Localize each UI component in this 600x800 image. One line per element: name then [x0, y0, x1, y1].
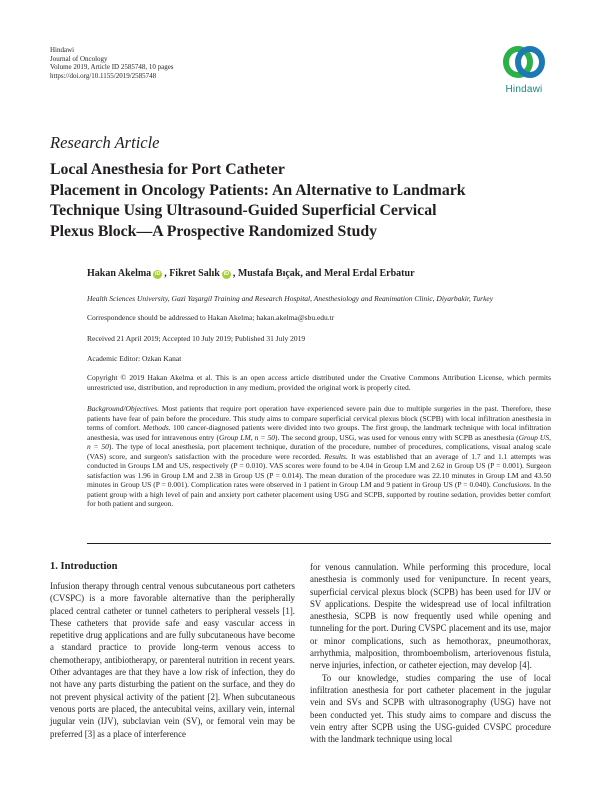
group-lm: Group LM, n = 50	[218, 432, 276, 442]
correspondence: Correspondence should be addressed to Hakan Akelma; hakan.akelma@sbu.edu.tr	[87, 313, 335, 322]
article-dates: Received 21 April 2019; Accepted 10 July 2019; Published 31 July 2019	[87, 334, 306, 343]
group-us: Group US, n = 50	[87, 432, 551, 451]
abstract-text: Most patients that require port operation have experienced severe pain due to multiple surgeries in the past. Therefore, these patients have fear of pain before the procedure. This study aims to compare superficial cervical plexus block (SCPB) with local infiltration anesthesia in terms of comfort.	[87, 404, 551, 432]
academic-editor: Academic Editor: Ozkan Kanat	[87, 354, 182, 363]
article-type: Research Article	[50, 133, 160, 152]
section-divider	[87, 543, 551, 544]
author-name: Mustafa Bıçak	[237, 268, 301, 279]
abstract	[87, 404, 551, 509]
title-line: Placement in Oncology Patients: An Alternative to Landmark	[50, 181, 466, 199]
article-title	[50, 160, 520, 242]
paragraph: Infusion therapy through central venous subcutaneous port catheters (CVSPC) is a more favorable alternative than the peripherally placed central catheter or tunnel catheters to peripheral vessels [1]. These catheters that provide safe and easy vascular access in repetitive drug applications and are fully subcutaneous have become a standard practice to provide long-term venous access to chemotherapy, antibiotherapy, or parenteral nutrition in recent years. Other advantages are that they have a low risk of infection, they do not have any parts disturbing the patient on the surface, and they do not prevent physical activity of the patient [2]. When subcutaneous venous ports are placed, the antecubital veins, axillary vein, internal jugular vein (IJV), subclavian vein (SV), or femoral vein may be preferred [3] as a place of interference	[50, 581, 295, 739]
abstract-label-methods: Methods.	[142, 423, 171, 432]
title-line: Plexus Block—A Prospective Randomized Study	[50, 222, 378, 240]
title-line: Technique Using Ultrasound-Guided Superficial Cervical	[50, 202, 437, 219]
journal-name: Journal of Oncology	[50, 54, 108, 63]
logo-wordmark: Hindawi	[505, 84, 543, 95]
right-column	[310, 561, 551, 745]
title-line: Local Anesthesia for Port Catheter	[50, 161, 285, 178]
author-name: and Meral Erdal Erbatur	[305, 268, 415, 279]
paragraph: for venous cannulation. While performing this procedure, local anesthesia is commonly used for venipuncture. In recent years, superficial cervical plexus block (SCPB) has been used for IJV or SV applications. Despite the widespread use of local infiltration anesthesia, SCPB is now frequently used while opening and tunneling for the port. During CVSPC placement and its use, major or minor complications, such as hemothorax, pneumothorax, arrhythmia, malposition, thromboembolism, arteriovenous fistula, nerve injuries, infection, or catheter ejection, may develop [4].	[310, 562, 551, 671]
author-list: Hakan Akelma iD , Fikret Salık iD , Mustafa Bıçak, and Meral Erdal Erbatur	[87, 268, 415, 279]
hindawi-rings-icon	[501, 42, 547, 82]
abstract-label-results: Results.	[324, 451, 348, 461]
section-heading: 1. Introduction	[50, 561, 118, 572]
abstract-label-background: Background/Objectives.	[87, 404, 159, 413]
abstract-text: 100 cancer-diagnosed patients were divided into two groups. The first group, the landmark technique with local infiltration anesthesia, was used for intravenous entry (	[87, 423, 551, 442]
abstract-text: ). The type of local anesthesia, port placement technique, duration of the procedure, number of procedures, complications, visual analog scale (VAS) score, and surgeon's satisfaction with the procedure were recorded.	[87, 442, 551, 461]
abstract-text: In the patient group with a high level of pain and anxiety port catheter placement using USG and SCPB, supported by routine sedation, provides better comfort for both patient and surgeon.	[87, 480, 552, 508]
doi-link[interactable]: https://doi.org/10.1155/2019/2585748	[50, 71, 157, 80]
journal-meta	[50, 46, 174, 80]
author-name: Fikret Salık	[169, 268, 220, 279]
abstract-label-conclusions: Conclusions.	[492, 480, 532, 489]
affiliation: Health Sciences University, Gazi Yaşargil Training and Research Hospital, Anesthesiology and Reanimation Clinic, Diyarbakir, Turkey	[87, 294, 494, 303]
paragraph: To our knowledge, studies comparing the use of local infiltration anesthesia for port catheter placement in the jugular vein and SVs and SCPB with ultrasonography (USG) have not been conducted yet. This study aims to compare and discuss the vein entry after SCPB using the USG-guided CVSPC procedure with the landmark technique using local	[310, 672, 551, 745]
abstract-text: ). The second group, USG, was used for venous entry with SCPB as anesthesia (	[275, 432, 519, 442]
author-name: Hakan Akelma	[87, 268, 152, 279]
copyright-notice: Copyright © 2019 Hakan Akelma et al. This is an open access article distributed under the Creative Commons Attribution License, which permits unrestricted use, distribution, and reproduction in any medium, provided the original work is properly cited.	[87, 373, 551, 393]
left-column	[50, 580, 295, 740]
orcid-icon[interactable]: iD	[223, 271, 230, 277]
publisher-name: Hindawi	[50, 46, 75, 54]
orcid-icon[interactable]: iD	[154, 271, 161, 277]
abstract-text: It was established that an average of 1.7 and 1.1 attempts was conducted in Groups LM and US, respectively (P = 0.010). VAS scores were found to be 4.04 in Group LM and 2.62 in Group US (P = 0.001). Surgeon satisfaction was 1.96 in Group LM and 2.38 in Group US (P = 0.014). The mean duration of the procedure was 22.10 minutes in Group LM and 43.50 minutes in Group US (P = 0.001). Complication rates were observed in 1 patient in Group LM and 9 patient in Group US (P = 0.040).	[87, 451, 551, 489]
hindawi-logo	[497, 42, 551, 104]
volume-line: Volume 2019, Article ID 2585748, 10 pages	[50, 63, 174, 72]
